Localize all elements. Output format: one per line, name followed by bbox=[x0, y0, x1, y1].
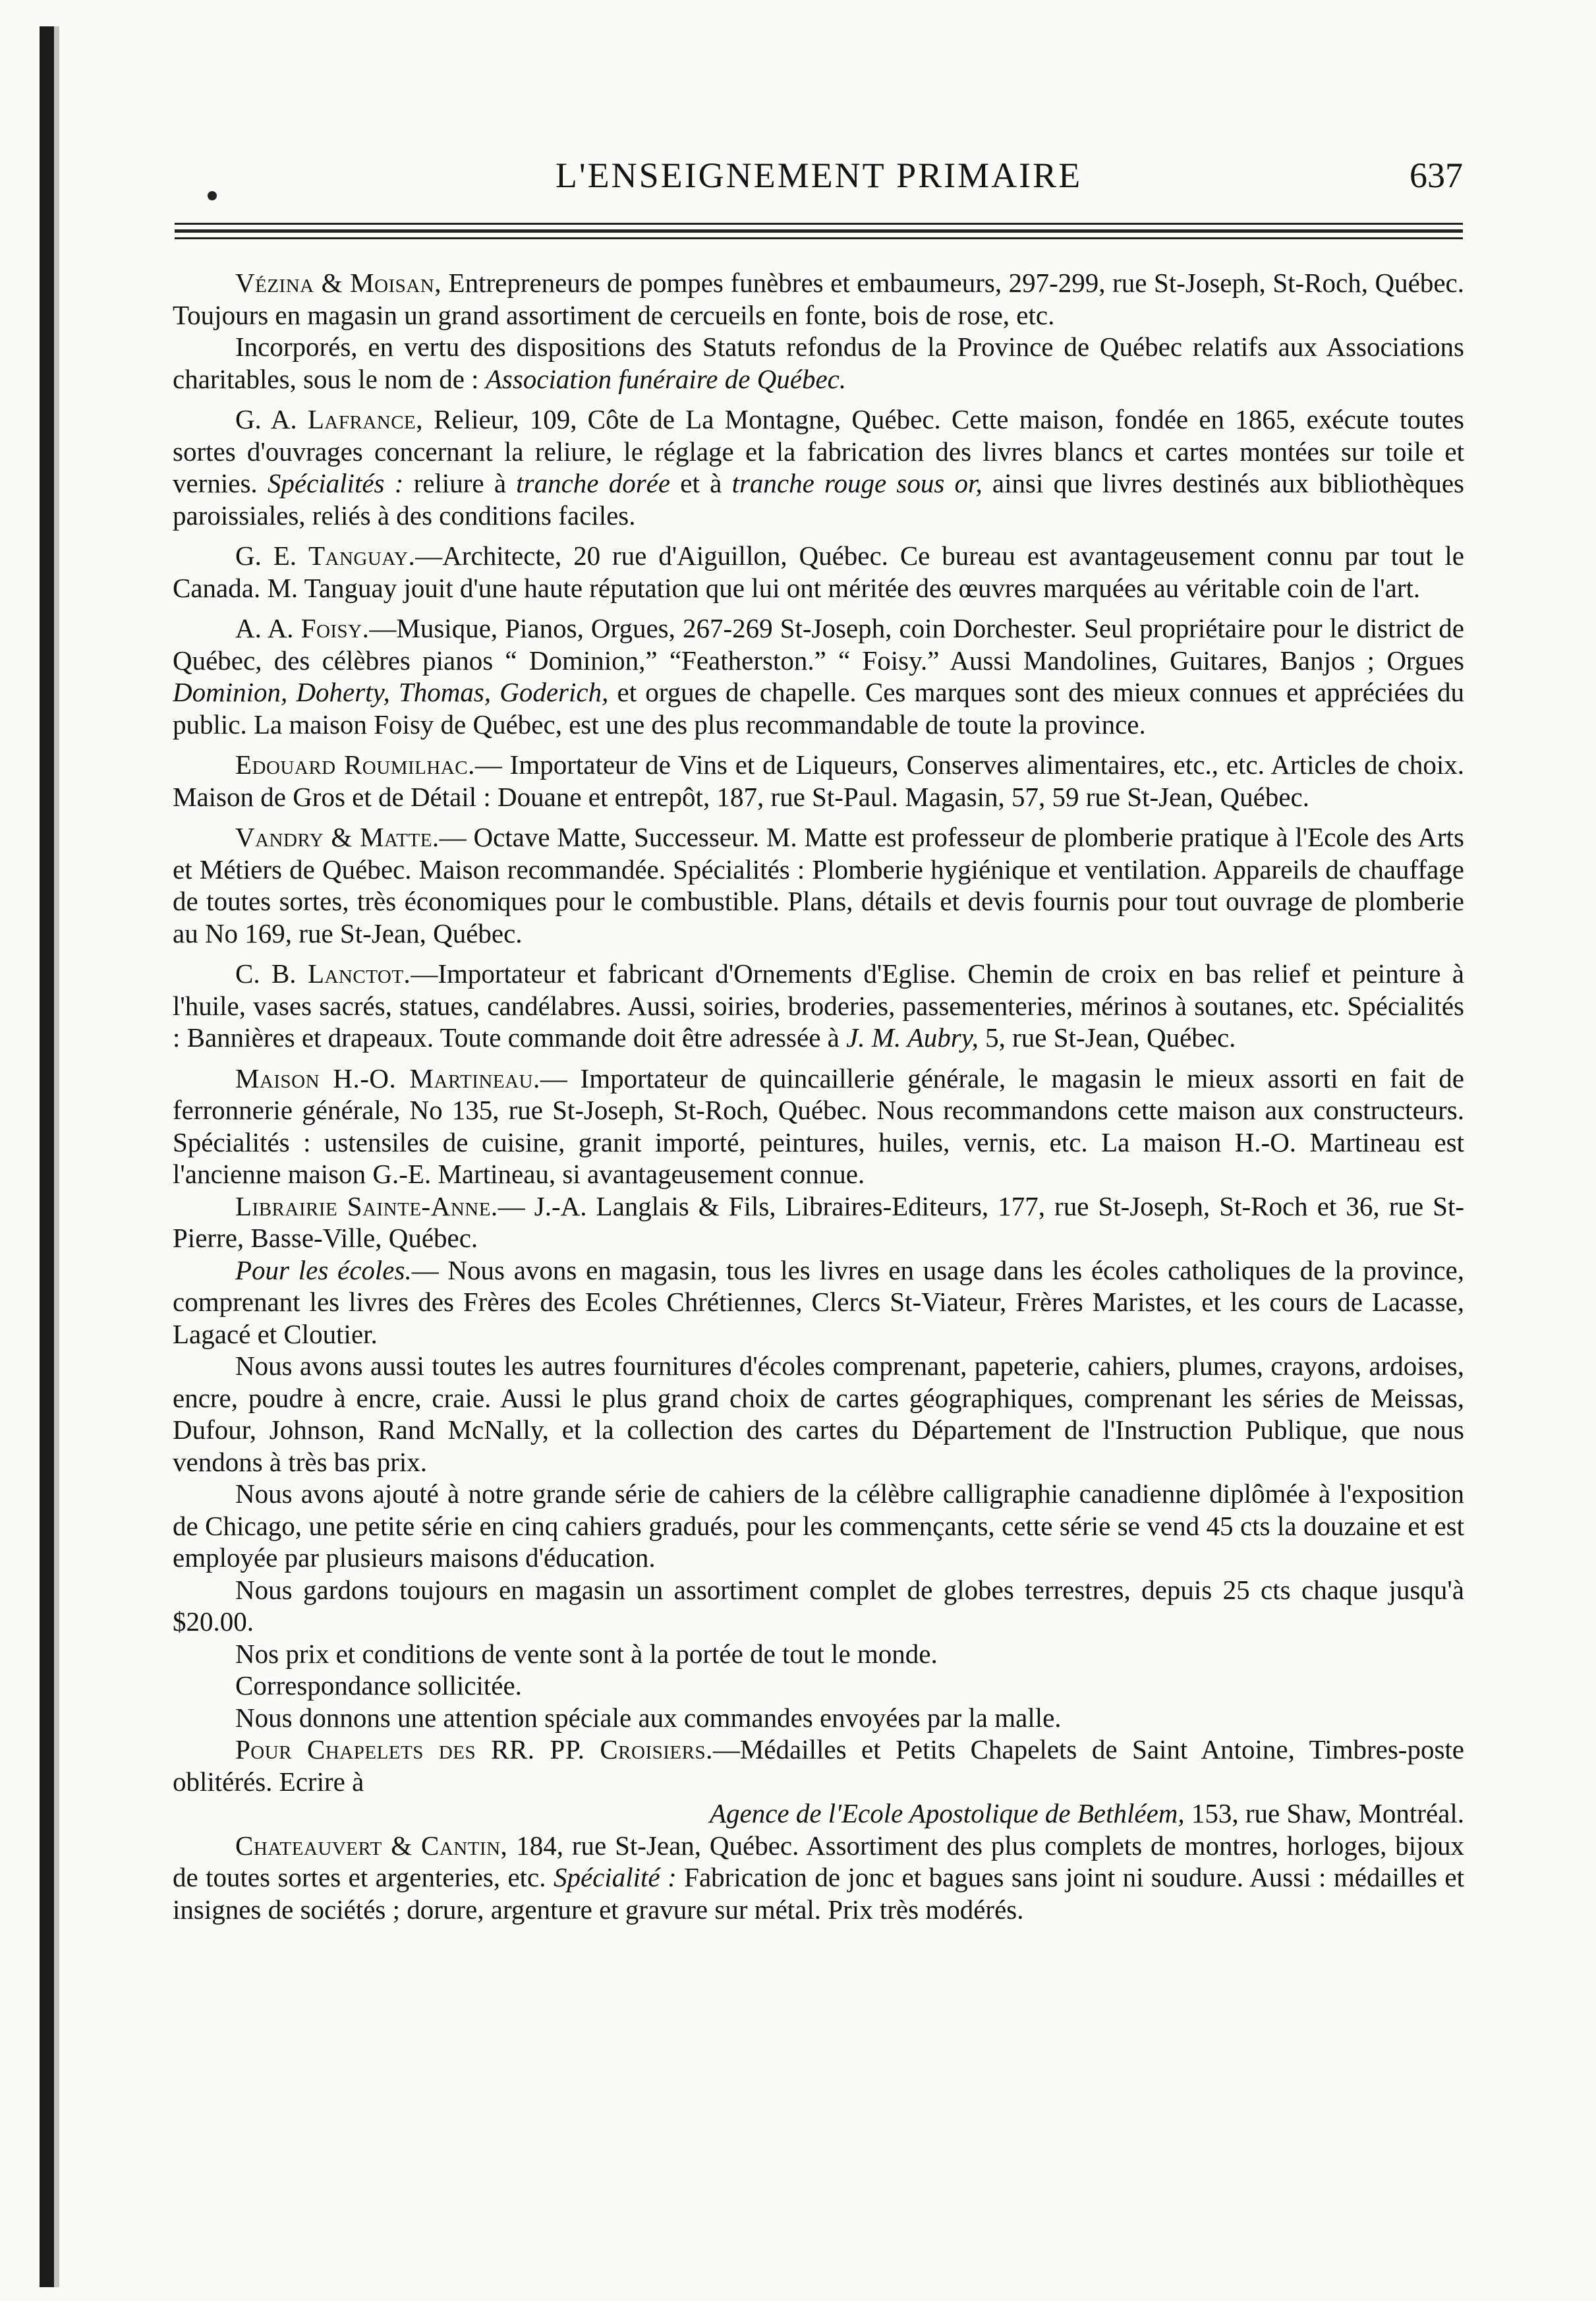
entry-initials: C. B. bbox=[235, 958, 308, 989]
running-head: L'ENSEIGNEMENT PRIMAIRE bbox=[555, 156, 1083, 195]
entry-emphasis: Agence de l'Ecole Apostolique de Bethléem, bbox=[709, 1798, 1185, 1828]
entry-text: 153, rue Shaw, Montréal. bbox=[1184, 1798, 1464, 1828]
page-header bbox=[175, 135, 1463, 208]
entry-vezina-incorporation bbox=[173, 331, 1464, 395]
entry-text: — Nous avons en magasin, tous les livres en usage dans les écoles catholiques de la province, comprenant les livres des Frères des Ecoles Chrétiennes, Clercs St-Viateur, Frères Maristes, et les cours de Lacasse, Lagacé et Cloutier. bbox=[173, 1254, 1464, 1349]
entry-chapelets bbox=[173, 1733, 1464, 1797]
binding-shadow bbox=[54, 26, 59, 2287]
paragraph-commandes bbox=[173, 1702, 1464, 1734]
firm-name: Maison H.-O. Martineau. bbox=[235, 1063, 540, 1093]
entry-foisy bbox=[173, 612, 1464, 740]
entry-initials: G. E. bbox=[235, 540, 308, 571]
entry-text: Nos prix et conditions de vente sont à la portée de tout le monde. bbox=[235, 1638, 938, 1669]
entry-text: et orgues de chapelle. Ces marques sont des mieux connues et appréciées du public. La maison Foisy de Québec, est une des plus recommandable de toute la province. bbox=[173, 677, 1464, 740]
firm-name: Lanctot. bbox=[307, 958, 411, 989]
entry-text: —Médailles et Petits Chapelets de Saint Antoine, Timbres-poste oblitérés. Ecrire à bbox=[173, 1734, 1464, 1797]
paragraph-cahiers bbox=[173, 1478, 1464, 1574]
entry-lafrance bbox=[173, 403, 1464, 531]
firm-name: Foisy. bbox=[300, 613, 370, 643]
entry-text: Entrepreneurs de pompes funèbres et embaumeurs, 297-299, rue St-Joseph, St-Roch, Québec. Toujours en magasin un grand assortiment de cercueils en fonte, bois de rose, etc. bbox=[173, 268, 1464, 330]
paragraph-prix bbox=[173, 1638, 1464, 1670]
header-rule-thick bbox=[175, 229, 1463, 233]
firm-name: Lafrance, bbox=[307, 404, 424, 434]
page-number: 637 bbox=[1410, 156, 1463, 195]
entry-tanguay bbox=[173, 540, 1464, 604]
entry-pour-les-ecoles bbox=[173, 1254, 1464, 1351]
entry-text: Nous gardons toujours en magasin un assortiment complet de globes terrestres, depuis 25 cts chaque jusqu'à $20.00. bbox=[173, 1574, 1464, 1637]
entry-text: et à bbox=[670, 468, 732, 498]
entry-text: Correspondance sollicitée. bbox=[235, 1670, 522, 1701]
header-rule bbox=[175, 237, 1463, 239]
entry-text: Incorporés, en vertu des dispositions des Statuts refondus de la Province de Québec relatifs aux Associations charitables, sous le nom de : bbox=[173, 332, 1464, 394]
firm-name: Vézina & Moisan, bbox=[235, 268, 442, 298]
entry-emphasis: Spécialités : bbox=[267, 468, 404, 498]
paragraph-globes bbox=[173, 1574, 1464, 1638]
entry-text: — Importateur de Vins et de Liqueurs, Conserves alimentaires, etc., etc. Articles de choix. Maison de Gros et de Détail : Douane et entrepôt, 187, rue St-Paul. Magasin, 57, 59 rue St-Jean, Québec. bbox=[173, 749, 1464, 812]
entry-text: Nous avons ajouté à notre grande série de cahiers de la célèbre calligraphie canadienne diplômée à l'exposition de Chicago, une petite série en cinq cahiers gradués, pour les commençants, cette série se vend 45 cts la douzaine et est employée par plusieurs maisons d'éducation. bbox=[173, 1478, 1464, 1573]
entry-text: — Importateur de quincaillerie générale, le magasin le mieux assorti en fait de ferronnerie générale, No 135, rue St-Joseph, St-Roch, Québec. Nous recommandons cette maison aux constructeurs. Spécialités : ustensiles de cuisine, granit importé, peintures, huiles, vernis, etc. La maison H.-O. Martineau est l'ancienne maison G.-E. Martineau, si avantageusement connue. bbox=[173, 1063, 1464, 1189]
entry-text: Fabrication de jonc et bagues sans joint ni soudure. Aussi : médailles et insignes de sociétés ; dorure, argenture et gravure sur métal. Prix très modérés. bbox=[173, 1862, 1464, 1925]
document-body bbox=[173, 267, 1464, 2211]
entry-vezina-moisan bbox=[173, 267, 1464, 331]
firm-name: Vandry & Matte. bbox=[235, 822, 440, 852]
entry-roumilhac bbox=[173, 749, 1464, 813]
firm-name: Edouard Roumilhac. bbox=[235, 749, 475, 780]
entry-text: — Octave Matte, Successeur. M. Matte est professeur de plomberie pratique à l'Ecole des Arts et Métiers de Québec. Maison recommandée. Spécialités : Plomberie hygiénique et ventilation. Appareils de chauffage de toutes sortes, très économiques pour le combustible. Plans, détails et devis fournis pour tout ouvrage de plomberie au No 169, rue St-Jean, Québec. bbox=[173, 822, 1464, 948]
header-rule bbox=[175, 223, 1463, 225]
entry-text: 5, rue St-Jean, Québec. bbox=[978, 1022, 1236, 1053]
entry-emphasis: J. M. Aubry, bbox=[846, 1022, 979, 1053]
entry-emphasis: tranche dorée bbox=[516, 468, 671, 498]
entry-emphasis: Spécialité : bbox=[553, 1862, 677, 1892]
paragraph-correspondance bbox=[173, 1670, 1464, 1702]
entry-emphasis: Pour les écoles. bbox=[235, 1254, 412, 1285]
entry-initials: A. A. bbox=[235, 613, 301, 643]
firm-name: Pour Chapelets des RR. PP. Croisiers. bbox=[235, 1734, 713, 1764]
entry-librairie-sainte-anne bbox=[173, 1190, 1464, 1254]
entry-emphasis: Dominion, Doherty, Thomas, Goderich, bbox=[173, 677, 609, 707]
entry-emphasis: Association funéraire de Québec. bbox=[485, 363, 847, 394]
agence-address bbox=[173, 1797, 1464, 1830]
firm-name: Librairie Sainte-Anne. bbox=[235, 1190, 498, 1221]
entry-text: Nous avons aussi toutes les autres fournitures d'écoles comprenant, papeterie, cahiers, plumes, crayons, ardoises, encre, poudre à encre, craie. Aussi le plus grand choix de cartes géographiques, comprenant les séries de Meissas, Dufour, Johnson, Rand McNally, et la collection des cartes du Département de l'Instruction Publique, que nous vendons à très bas prix. bbox=[173, 1351, 1464, 1477]
entry-text: 184, rue St-Jean, Québec. Assortiment des plus complets de montres, horloges, bijoux de toutes sortes et argenteries, etc. bbox=[173, 1830, 1464, 1892]
entry-text: —Musique, Pianos, Orgues, 267-269 St-Joseph, coin Dorchester. Seul propriétaire pour le district de Québec, des célèbres pianos “ Dominion,” “Featherston.” “ Foisy.” Aussi Mandolines, Guitares, Banjos ; Orgues bbox=[173, 613, 1464, 676]
entry-vandry-matte bbox=[173, 821, 1464, 949]
entry-lanctot bbox=[173, 958, 1464, 1054]
firm-name: Tanguay. bbox=[308, 540, 416, 571]
entry-initials: G. A. bbox=[235, 404, 308, 434]
binding-edge bbox=[40, 26, 54, 2287]
entry-text: Nous donnons une attention spéciale aux commandes envoyées par la malle. bbox=[235, 1702, 1062, 1733]
entry-text: reliure à bbox=[403, 468, 517, 498]
entry-emphasis: tranche rouge sous or, bbox=[731, 468, 983, 498]
entry-text: —Architecte, 20 rue d'Aiguillon, Québec. Ce bureau est avantageusement connu par tout le Canada. M. Tanguay jouit d'une haute réputation que lui ont méritée des œuvres marquées au véritable coin de l'art. bbox=[173, 540, 1464, 603]
entry-text: — J.-A. Langlais & Fils, Libraires-Editeurs, 177, rue St-Joseph, St-Roch et 36, rue St-Pierre, Basse-Ville, Québec. bbox=[173, 1190, 1464, 1253]
entry-chateauvert-cantin bbox=[173, 1830, 1464, 1926]
paragraph-fournitures bbox=[173, 1350, 1464, 1478]
entry-text: —Importateur et fabricant d'Ornements d'Eglise. Chemin de croix en bas relief et peinture à l'huile, vases sacrés, statues, candélabres. Aussi, soiries, broderies, passementeries, mérinos à soutanes, etc. Spécialités : Bannières et drapeaux. Toute commande doit être adressée à bbox=[173, 958, 1464, 1053]
entry-text: ainsi que livres destinés aux bibliothèques paroissiales, reliés à des conditions faciles. bbox=[173, 468, 1464, 531]
entry-martineau bbox=[173, 1063, 1464, 1190]
entry-text: Relieur, 109, Côte de La Montagne, Québec. Cette maison, fondée en 1865, exécute toutes sortes d'ouvrages concernant la reliure, le réglage et la fabrication des livres blancs et cartes montées sur toile et vernies. bbox=[173, 404, 1464, 498]
firm-name: Chateauvert & Cantin, bbox=[235, 1830, 508, 1861]
